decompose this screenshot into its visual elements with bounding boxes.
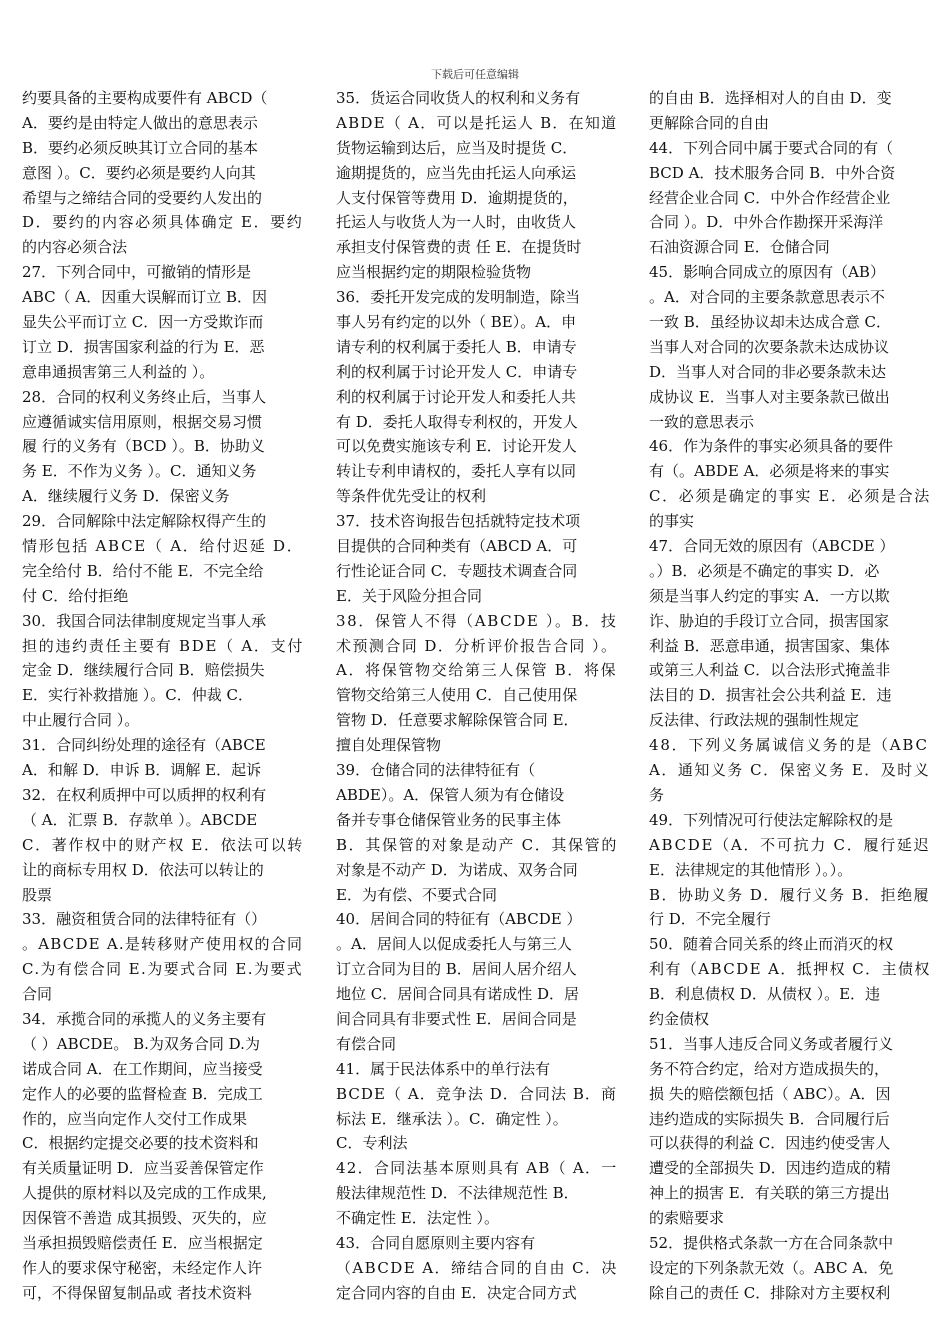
text-line: 。）B．必须是不确定的事实 D．必 [649, 561, 880, 580]
text-line: 遭受的全部损失 D．因违约造成的精 [649, 1159, 891, 1178]
text-line: 。ABCDE A.是转移财产使用权的合同 [22, 935, 304, 954]
text-line: 诺成合同 A．在工作期间，应当接受 [22, 1059, 263, 1078]
text-line: 经营企业合同 C．中外合作经营企业 [649, 188, 891, 207]
text-line: 33．融资租赁合同的法律特征有（） [22, 910, 267, 929]
text-line: 定金 D．继续履行合同 B．赔偿损失 [22, 661, 265, 680]
text-line: 27．下列合同中，可撤销的情形是 [22, 263, 252, 282]
text-line: 诈、胁迫的手段订立合同，损害国家 [649, 611, 890, 630]
text-line: 成协议 E．当事人对主要条款已做出 [649, 387, 890, 406]
text-line: 的索赔要求 [649, 1209, 725, 1228]
text-line: 让的商标专用权 D．依法可以转让的 [22, 860, 264, 879]
text-line: 可，不得保留复制品或 者技术资料 [22, 1283, 252, 1302]
text-line: 的内容必须合法 [22, 238, 128, 257]
text-line: 标法 E．继承法 ）。C．确定性 ）。 [336, 1109, 568, 1128]
text-line: 46．作为条件的事实必须具备的要件 [649, 437, 894, 456]
text-line: 管物交给第三人使用 C．自己使用保 [336, 686, 578, 705]
text-line: 因保管不善造 成其损毁、灭失的，应 [22, 1209, 267, 1228]
text-line: BCDE（ A．竞争法 D．合同法 B．商 [336, 1084, 617, 1103]
page-header: 下载后可任意编辑 [431, 68, 519, 81]
text-line: 合同 ）。D．中外合作勘探开采海洋 [649, 213, 884, 232]
text-line: （ABCDE A．缔结合同的自由 C．决 [336, 1258, 618, 1277]
text-column-right [649, 86, 929, 1306]
text-line: B．利息债权 D．从债权 ）。E．违 [649, 985, 881, 1004]
text-line: B．协助义务 D．履行义务 B．拒绝履 [649, 885, 930, 904]
text-line: 更解除合同的自由 [649, 113, 770, 132]
text-line: 人支付保管等费用 D．逾期提货的， [336, 188, 578, 207]
text-line: 中止履行合同 ）。 [22, 711, 140, 730]
text-line: 定合同内容的自由 E．决定合同方式 [336, 1283, 577, 1302]
text-line: ABCDE（A．不可抗力 C．履行延迟 [649, 835, 931, 854]
text-line: 28．合同的权利义务终止后，当事人 [22, 387, 267, 406]
text-line: 事人另有约定的以外（ BE）。A．申 [336, 313, 577, 332]
text-line: 的自由 B．选择相对人的自由 D．变 [649, 89, 892, 107]
text-line: 利益 B．恶意串通，损害国家、集体 [649, 636, 890, 655]
text-line: 擅自处理保管物 [336, 736, 442, 755]
text-line: 有偿合同 [336, 1034, 397, 1053]
text-line: 利的权利属于讨论开发人和委托人共 [336, 387, 577, 406]
text-line: 50．随着合同关系的终止而消灭的权 [649, 935, 894, 954]
text-line: 托运人与收货人为一人时，由收货人 [336, 213, 577, 232]
text-line: 43．合同自愿原则主要内容有 [336, 1233, 536, 1252]
text-line: 一致的意思表示 [649, 412, 755, 431]
text-line: 或第三人利益 C．以合法形式掩盖非 [649, 661, 891, 680]
text-line: 一致 B．虽经协议却未达成合意 C． [649, 313, 892, 332]
text-line: 意图 ）。C．要约必须是要约人向其 [22, 163, 256, 182]
text-line: 37．技术咨询报告包括就特定技术项 [336, 512, 581, 531]
text-line: 地位 C．居间合同具有诺成性 D．居 [336, 985, 580, 1004]
text-line: 对象是不动产 D．为诺成、双务合同 [336, 860, 578, 879]
text-line: 订立合同为目的 B．居间人居介绍人 [336, 960, 577, 979]
text-line: ABDE（ A．可以是托运人 B．在知道 [336, 113, 618, 132]
text-line: 神上的损害 E．有关联的第三方提出 [649, 1184, 890, 1203]
text-line: A．要约是由特定人做出的意思表示 [22, 113, 258, 132]
text-line: 48．下列义务属诚信义务的是（ABC [649, 736, 929, 755]
text-line: 希望与之缔结合同的受要约人发出的 [22, 188, 263, 207]
text-line: 40．居间合同的特征有（ABCDE ） [336, 910, 582, 929]
text-line: （ A．汇票 B．存款单 ）。ABCDE [22, 810, 258, 829]
text-line: E．法律规定的其他情形 ）。）。 [649, 860, 853, 879]
text-line: 务 [649, 785, 665, 804]
text-line: C．根据约定提交必要的技术资料和 [22, 1134, 259, 1153]
text-line: A．将保管物交给第三人保管 B．将保 [336, 661, 618, 680]
text-line: 51．当事人违反合同义务或者履行义 [649, 1034, 894, 1053]
text-line: C．必须是确定的事实 E．必须是合法 [649, 487, 931, 506]
text-line: 情形包括 ABCE（ A．给付迟延 D． [22, 537, 304, 556]
text-line: 作人的要求保守秘密，未经定作人许 [22, 1258, 263, 1277]
text-line: 目提供的合同种类有（ABCD A．可 [336, 537, 578, 556]
text-line: 有（。ABDE A．必须是将来的事实 [649, 462, 890, 481]
text-line: 合同 [22, 985, 53, 1004]
text-line: 备并专事仓储保管业务的民事主体 [336, 810, 562, 829]
text-line: 须是当事人约定的事实 A．一方以欺 [649, 586, 890, 605]
text-line: 38．保管人不得（ABCDE ）。B．技 [336, 611, 618, 630]
text-line: 利有（ABCDE A．抵押权 C．主债权 [649, 960, 931, 979]
text-line: A．继续履行义务 D．保密义务 [22, 487, 230, 506]
text-line: 42．合同法基本原则具有 AB（ A．一 [336, 1159, 618, 1178]
text-line: 转让专利申请权的，委托人享有以同 [336, 462, 577, 481]
text-line: 违约造成的实际损失 B．合同履行后 [649, 1109, 890, 1128]
text-line: 47．合同无效的原因有（ABCDE ） [649, 537, 895, 556]
text-line: 担的违约责任主要有 BDE（ A．支付 [22, 636, 305, 655]
text-line: 41．属于民法体系中的单行法有 [336, 1059, 551, 1078]
text-line: C．专利法 [336, 1134, 408, 1153]
text-line: E．为有偿、不要式合同 [336, 885, 497, 904]
text-line: 务不符合约定，给对方造成损失的， [649, 1059, 890, 1078]
text-line: 务 E．不作为义务 ）。C．通知义务 [22, 462, 257, 481]
text-line: 损 失的赔偿额包括（ ABC）。A．因 [649, 1084, 891, 1103]
text-line: 约金债权 [649, 1009, 710, 1028]
text-line: 法目的 D．损害社会公共利益 E．违 [649, 686, 892, 705]
text-line: 术预测合同 D．分析评价报告合同 ）。 [336, 636, 618, 655]
text-line: 35．货运合同收货人的权利和义务有 [336, 89, 581, 107]
text-line: 般法律规范性 D．不法律规范性 B． [336, 1184, 579, 1203]
text-line: BCD A．技术服务合同 B．中外合资 [649, 163, 896, 182]
text-line: 可以免费实施该专利 E．讨论开发人 [336, 437, 577, 456]
text-line: 行 D．不完全履行 [649, 910, 771, 929]
text-line: 约要具备的主要构成要件有 ABCD（ [22, 89, 268, 107]
text-line: 29．合同解除中法定解除权得产生的 [22, 512, 267, 531]
text-line: 履 行的义务有（BCD ）。B．协助义 [22, 437, 265, 456]
text-line: A．和解 D．申诉 B．调解 E．起诉 [22, 761, 262, 780]
text-line: 。A．对合同的主要条款意思表示不 [649, 288, 885, 307]
text-line: 31．合同纠纷处理的途径有（ABCE [22, 736, 266, 755]
text-column-left [22, 86, 305, 1306]
text-line: E．关于风险分担合同 [336, 586, 482, 605]
text-line: C.为有偿合同 E.为要式合同 E.为要式 [22, 960, 304, 979]
text-line: 承担支付保管费的责 任 E．在提货时 [336, 238, 582, 257]
text-line: 。A．居间人以促成委托人与第三人 [336, 935, 572, 954]
text-line: E．实行补救措施 ）。C．仲裁 C． [22, 686, 253, 705]
text-line: B．要约必须反映其订立合同的基本 [22, 138, 259, 157]
text-line: 定作人的必要的监督检查 B．完成工 [22, 1084, 263, 1103]
text-line: 除自己的责任 C．排除对方主要权利 [649, 1283, 891, 1302]
text-line: 44．下列合同中属于要式合同的有（ [649, 138, 894, 157]
text-line: 30．我国合同法律制度规定当事人承 [22, 611, 267, 630]
text-line: 显失公平而订立 C．因一方受欺诈而 [22, 313, 264, 332]
text-line: 有 D．委托人取得专利权的，开发人 [336, 412, 578, 431]
text-line: D．当事人对合同的非必要条款未达 [649, 362, 887, 381]
text-line: 意串通损害第三人利益的 ）。 [22, 362, 215, 381]
text-line: （ ）ABCDE。 B.为双务合同 D.为 [22, 1034, 260, 1053]
text-line: 当承担损毁赔偿责任 E．应当根据定 [22, 1233, 263, 1252]
text-line: 货物运输到达后，应当及时提货 C． [336, 138, 578, 157]
text-line: 应当根据约定的期限检验货物 [336, 263, 532, 282]
text-line: 设定的下列条款无效（。ABC A．免 [649, 1258, 894, 1277]
text-line: A．通知义务 C．保密义务 E．及时义 [649, 761, 931, 780]
text-line: 作的，应当向定作人交付工作成果 [22, 1109, 248, 1128]
text-line: 利的权利属于讨论开发人 C．申请专 [336, 362, 578, 381]
text-line: 可以获得的利益 C．因违约使受害人 [649, 1134, 891, 1153]
text-line: 人提供的原材料以及完成的工作成果, [22, 1184, 267, 1203]
text-line: 应遵循诚实信用原则，根据交易习惯 [22, 412, 263, 431]
text-line: ABC（ A．因重大误解而订立 B．因 [22, 288, 268, 307]
text-line: 36．委托开发完成的发明制造，除当 [336, 288, 581, 307]
text-column-middle [336, 86, 616, 1306]
text-line: 34．承揽合同的承揽人的义务主要有 [22, 1009, 267, 1028]
text-line: 32．在权利质押中可以质押的权利有 [22, 785, 267, 804]
text-line: 52．提供格式条款一方在合同条款中 [649, 1233, 894, 1252]
text-line: 完全给付 B．给付不能 E．不完全给 [22, 561, 264, 580]
text-line: C．著作权中的财产权 E．依法可以转 [22, 835, 304, 854]
text-line: 49．下列情况可行使法定解除权的是 [649, 810, 894, 829]
text-line: 逾期提货的，应当先由托运人向承运 [336, 163, 577, 182]
text-line: 当事人对合同的次要条款未达成协议 [649, 337, 890, 356]
text-line: 45．影响合同成立的原因有（AB） [649, 263, 885, 282]
text-line: 付 C．给付拒绝 [22, 586, 129, 605]
text-line: B．其保管的对象是动产 C．其保管的 [336, 835, 618, 854]
text-line: 订立 D．损害国家利益的行为 E．恶 [22, 337, 265, 356]
text-line: D．要约的内容必须具体确定 E．要约 [22, 213, 304, 232]
text-line: 请专利的权利属于委托人 B．申请专 [336, 337, 577, 356]
text-line: 39．仓储合同的法律特征有（ [336, 761, 536, 780]
text-line: 反法律、行政法规的强制性规定 [649, 711, 860, 730]
text-line: 石油资源合同 E．仓储合同 [649, 238, 830, 257]
text-line: 不确定性 E．法定性 ）。 [336, 1209, 499, 1228]
text-line: 有关质量证明 D．应当妥善保管定作 [22, 1159, 264, 1178]
text-line: 行性论证合同 C．专题技术调查合同 [336, 561, 578, 580]
text-line: 的事实 [649, 512, 695, 531]
text-line: 等条件优先受让的权利 [336, 487, 487, 506]
text-line: 管物 D．任意要求解除保管合同 E． [336, 711, 579, 730]
text-line: 股票 [22, 885, 53, 904]
text-line: 间合同具有非要式性 E．居间合同是 [336, 1009, 577, 1028]
text-line: ABDE）。A．保管人须为有仓储设 [336, 785, 565, 804]
